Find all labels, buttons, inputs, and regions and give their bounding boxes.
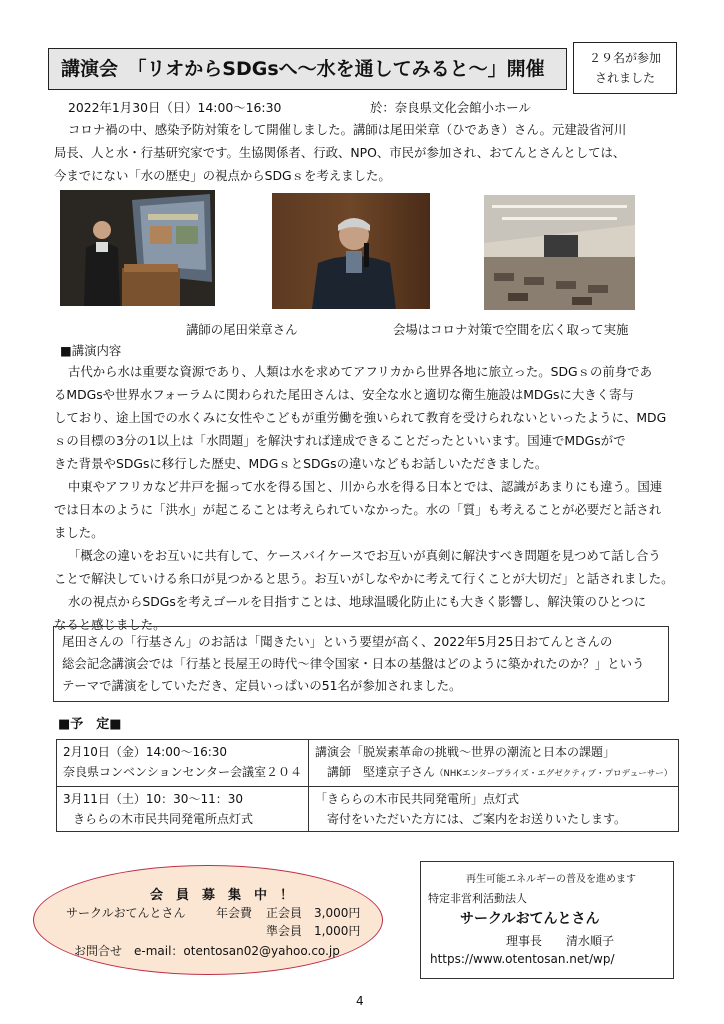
page-title: 講演会 「リオからSDGsへ～水を通してみると～」開催 xyxy=(48,48,567,90)
photo-venue-hall xyxy=(484,195,635,310)
photo-speaker-podium xyxy=(60,190,215,306)
photo-speaker-podium-image xyxy=(60,190,215,306)
schedule-date: 2月10日（金）14:00～16:30 xyxy=(63,745,228,759)
intro-line-1: コロナ禍の中、感染予防対策をして開催しました。講師は尾田栄章（ひであき）さん。元建設省河川 xyxy=(68,122,627,137)
body-line-3: しており、途上国での水くみに女性やこどもが重労働を強いられて教育を受けられないといったように、MDG xyxy=(54,410,667,425)
membership-regular-fee: 正会員 3,000円 xyxy=(266,906,361,920)
body-line-11: 水の視点からSDGsを考えゴールを目指すことは、地球温暖化防止にも大きく影響し、解決策のひとつに xyxy=(68,594,647,609)
body-line-6: 中東やアフリカなど井戸を掘って水を得る国と、川から水を得る日本とでは、認識があまりにも違う。国連 xyxy=(68,479,663,494)
org-type: 特定非営利活動法人 xyxy=(428,892,527,905)
body-line-1: 古代から水は重要な資源であり、人類は水を求めてアフリカから世界各地に旅立った。SDGｓの前身であ xyxy=(68,364,652,379)
body-line-7: では日本のように「洪水」が起こることは考えられていなかった。水の「質」も考えることが必要だと話され xyxy=(54,502,662,517)
body-line-10: ことで解決していける糸口が見つかると思う。お互いがしなやかに考えて行くことが大切だ」と話されました。 xyxy=(54,571,674,586)
schedule-heading: ■予 定■ xyxy=(58,717,122,732)
org-name: サークルおてんとさん xyxy=(460,911,600,927)
schedule-event: 「きららの木市民共同発電所」点灯式 xyxy=(314,792,519,806)
body-line-9: 「概念の違いをお互いに共有して、ケースバイケースでお互いが真剣に解決すべき問題を見つめて話し合う xyxy=(68,548,661,563)
event-date: 2022年1月30日（日）14:00～16:30 xyxy=(68,100,282,115)
schedule-speaker-title: （NHKエンタープライズ・エグゼクティブ・プロデューサー） xyxy=(435,769,673,779)
body-line-8: ました。 xyxy=(54,525,104,540)
schedule-date: 3月11日（土）10：30～11：30 xyxy=(63,792,243,806)
org-chair: 理事長 清水順子 xyxy=(506,934,615,948)
schedule-speaker-line xyxy=(315,762,672,784)
photo-speaker-closeup-image xyxy=(272,193,430,309)
page-number: 4 xyxy=(356,994,364,1008)
note-box xyxy=(53,626,669,702)
schedule-row xyxy=(57,740,679,787)
org-tagline: 再生可能エネルギーの普及を進めます xyxy=(466,874,636,885)
caption-speaker: 講師の尾田栄章さん xyxy=(186,322,298,337)
schedule-table xyxy=(56,739,679,832)
intro-line-2: 局長、人と水・行基研究家です。生協関係者、行政、NPO、市民が参加され、おてんとさんとしては、 xyxy=(54,145,626,160)
membership-heading: 会 員 募 集 中 ！ xyxy=(150,888,294,903)
schedule-note: 寄付をいただいた方には、ご案内をお送りいたします。 xyxy=(326,812,627,826)
schedule-cell-detail xyxy=(308,740,678,787)
body-line-2: るMDGsや世界水フォーラムに関わられた尾田さんは、安全な水と適切な衛生施設はMDGsに大きく寄与 xyxy=(54,387,634,402)
schedule-place: 奈良県コンベンションセンター会議室２０４ xyxy=(63,765,302,779)
photo-venue-hall-image xyxy=(484,195,635,310)
schedule-speaker: 講師 堅達京子さん xyxy=(326,765,435,779)
event-venue: 於：奈良県文化会館小ホール xyxy=(370,100,531,115)
schedule-cell-detail xyxy=(308,787,678,832)
note-line-3: テーマで講演をしていただき、定員いっぱいの51名が参加されました。 xyxy=(62,678,462,693)
note-line-2: 総会記念講演会では「行基と長屋王の時代～律令国家・日本の基盤はどのように築かれたのか？」という xyxy=(62,656,645,671)
membership-circle-name: サークルおてんとさん xyxy=(66,906,186,920)
membership-fee-label: 年会費 xyxy=(216,906,253,920)
attendance-badge-line1: ２９名が参加 xyxy=(588,51,661,65)
body-line-12: なると感じました。 xyxy=(54,617,166,632)
schedule-event: 講演会「脱炭素革命の挑戦～世界の潮流と日本の課題」 xyxy=(314,745,615,759)
schedule-cell-date xyxy=(57,740,309,787)
attendance-badge xyxy=(573,42,677,94)
photo-speaker-closeup xyxy=(272,193,430,309)
schedule-row xyxy=(57,787,679,832)
membership-associate-fee: 準会員 1,000円 xyxy=(266,924,361,938)
section-heading-lecture: ■講演内容 xyxy=(60,343,122,358)
schedule-place: きららの木市民共同発電所点灯式 xyxy=(73,812,254,826)
org-url[interactable]: https://www.otentosan.net/wp/ xyxy=(430,952,615,966)
intro-line-3: 今までにない「水の歴史」の視点からSDGｓを考えました。 xyxy=(54,168,391,183)
schedule-cell-date xyxy=(57,787,309,832)
body-line-4: ｓの目標の3分の1以上は「水問題」を解決すれば達成できることだったといいます。国連でMDGsがで xyxy=(54,433,626,448)
note-line-1: 尾田さんの「行基さん」のお話は「聞きたい」という要望が高く、2022年5月25日おてんとさんの xyxy=(62,634,613,649)
caption-venue: 会場はコロナ対策で空間を広く取って実施 xyxy=(393,322,629,337)
body-line-5: きた背景やSDGsに移行した歴史、MDGｓとSDGsの違いなどもお話しいただきました。 xyxy=(54,456,548,471)
attendance-badge-line2: されました xyxy=(594,71,655,85)
membership-contact[interactable]: お問合せ e-mail：otentosan02@yahoo.co.jp xyxy=(74,944,340,958)
